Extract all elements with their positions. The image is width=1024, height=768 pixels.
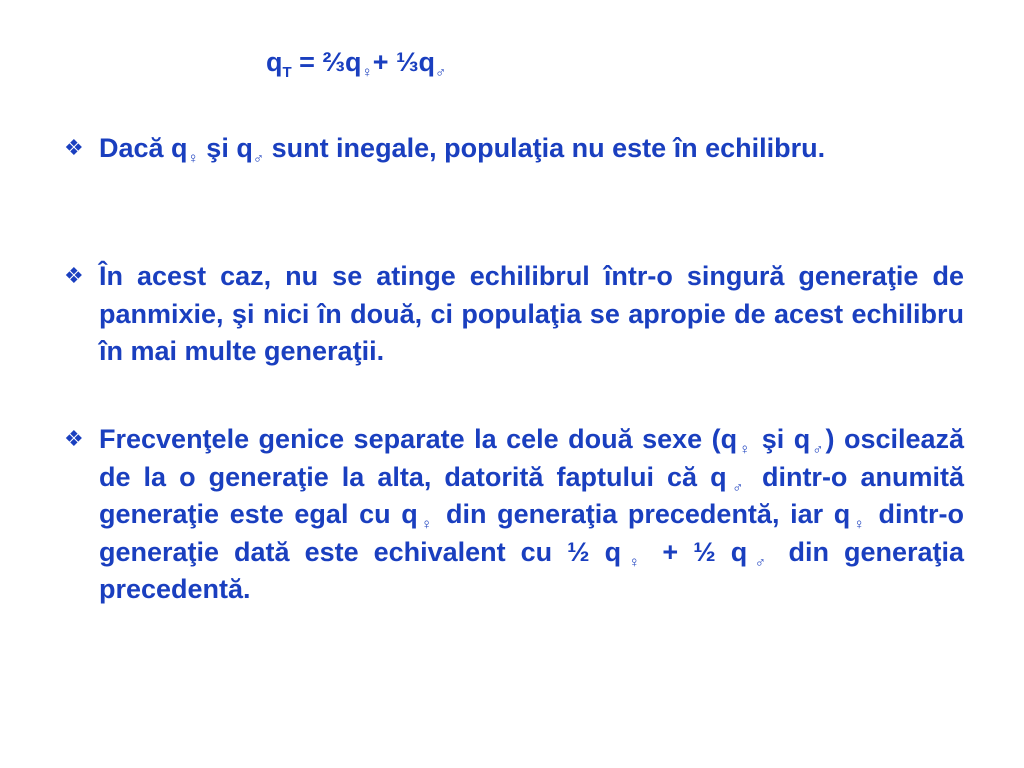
formula-mid-2: + ⅓q [372,47,435,77]
text-run: sunt inegale, populaţia nu este în echilibru. [264,133,826,163]
diamond-bullet-icon: ❖ [64,426,84,451]
bullet-text-2: În acest caz, nu se atinge echilibrul într-o singură generaţie de panmixie, şi nici în două, ci populaţia se apropie de acest echilibru în mai multe generaţii. [99,261,964,366]
formula-mid-1: = ⅔q [291,47,362,77]
male-symbol: ♂ [747,553,774,571]
female-symbol: ♀ [187,150,199,167]
bullet-item-3 [64,421,964,609]
male-symbol: ♂ [434,64,447,81]
text-run: dintr-o anumită generaţie este egal cu q [99,461,964,529]
female-symbol: ♀ [417,516,436,533]
diamond-bullet-icon: ❖ [64,135,84,160]
text-run: şi q [752,424,811,454]
male-symbol: ♂ [252,150,265,167]
text-run: Frecvenţele genice separate la cele două sexe (q [99,424,738,454]
formula-lhs-subscript: T [282,64,292,81]
text-run: din generaţia precedentă, iar q [435,499,851,529]
female-symbol: ♀ [737,441,753,458]
bullet-text-3 [99,421,964,609]
female-symbol: ♀ [850,516,868,533]
male-symbol: ♂ [726,478,749,496]
female-symbol: ♀ [621,553,648,571]
formula-lhs: q [266,47,283,77]
text-run: din generaţia precedentă. [99,536,965,604]
bullet-item-1 [64,130,964,168]
female-symbol: ♀ [361,64,373,81]
text-run: + ½ q [647,536,748,567]
text-run: şi q [198,133,253,163]
text-run: Dacă q [99,133,188,163]
male-symbol: ♂ [810,441,826,458]
hardy-weinberg-formula [266,44,446,80]
bullet-text-1 [99,130,964,168]
text-run: dintr-o generaţie dată este echivalent cu ½ q [99,499,965,567]
diamond-bullet-icon: ❖ [64,263,84,288]
text-run: ) oscilează de la o generaţie la alta, datorită faptului că q [99,424,965,492]
bullet-item-2 [64,258,964,371]
